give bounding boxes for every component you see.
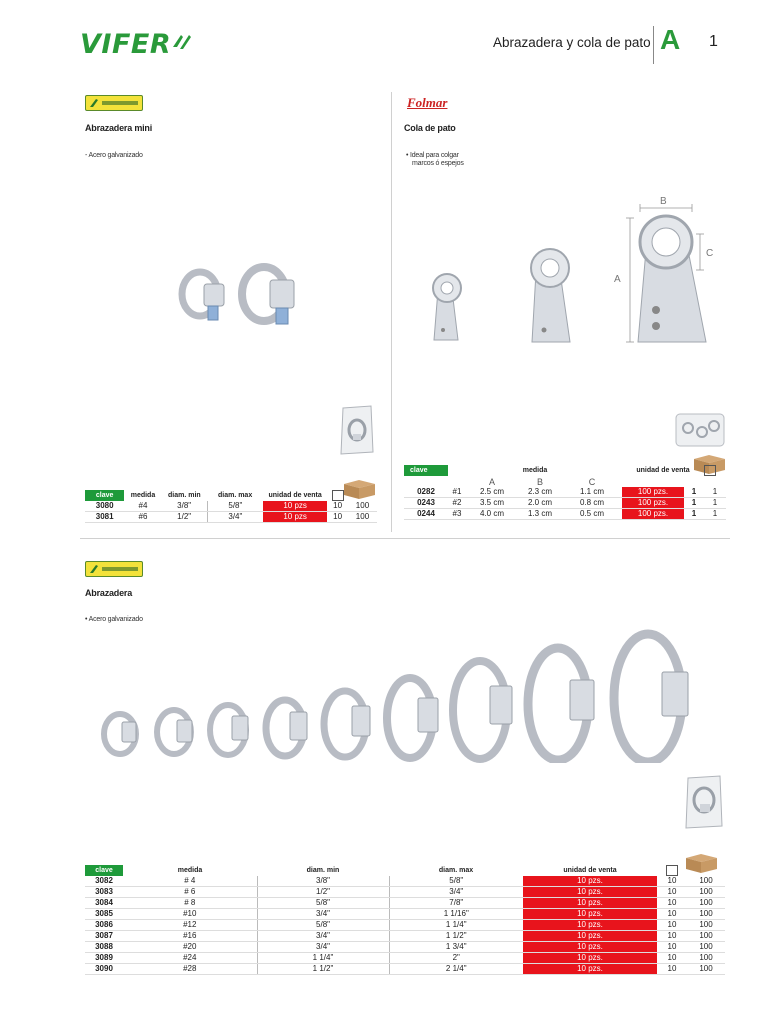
abrazadera-clamps-image — [100, 628, 720, 763]
table-row: 3088 #20 3/4" 1 3/4" 10 pzs. 10 100 — [85, 942, 725, 953]
header-separator — [653, 26, 654, 64]
section-letter: A — [660, 24, 681, 55]
mini-title: Abrazadera mini — [85, 123, 153, 133]
mini-note: - Acero galvanizado — [85, 152, 143, 159]
mini-clamp-small-icon — [182, 272, 224, 320]
package-icon — [666, 865, 678, 876]
package-icon — [704, 465, 716, 476]
table-row: 3082 # 4 3/8" 5/8" 10 pzs. 10 100 — [85, 876, 725, 887]
header-clave: clave — [85, 490, 124, 501]
dimension-c-label: C — [706, 248, 714, 259]
dimension-a-label: A — [614, 274, 621, 285]
logo-mark-icon — [171, 29, 193, 60]
table-row: 0282 #1 2.5 cm 2.3 cm 1.1 cm 100 pzs. 1 1 — [404, 487, 726, 498]
mini-clamp-large-icon — [242, 267, 294, 324]
vertical-divider — [391, 92, 392, 532]
horizontal-divider — [80, 538, 730, 539]
abrazadera-note: • Acero galvanizado — [85, 616, 143, 623]
table-row: 3089 #24 1 1/4" 2" 10 pzs. 10 100 — [85, 953, 725, 964]
cola-table: clave medida unidad de venta A B C 0282 #1 2.5 cm 2.3 cm 1.1 cm 100 pzs. 1 1 0243 #2 3.5 cm 2.0 cm 0.8 cm 100 pzs. 1 1 0244 #3 4.0 cm 1.3 cm 0.5 cm 100 pzs. 1 1 — [404, 465, 726, 520]
mini-table — [85, 490, 377, 523]
table-row: 0243 #2 3.5 cm 2.0 cm 0.8 cm 100 pzs. 1 1 — [404, 498, 726, 509]
cola-bag-image — [674, 412, 726, 448]
cola-de-pato-image — [410, 190, 730, 350]
section-title: Abrazadera y cola de pato — [493, 35, 651, 50]
tools-brand-badge — [85, 561, 143, 577]
table-row: 3087 #16 3/4" 1 1/2" 10 pzs. 10 100 — [85, 931, 725, 942]
mini-clamp-image — [176, 262, 301, 332]
header-diam-max: diam. max — [217, 491, 253, 499]
table-row: 3080 #4 3/8" 5/8" 10 pzs 10 100 — [85, 501, 377, 512]
header-medida: medida — [130, 491, 156, 499]
cola-medium-icon — [531, 249, 570, 342]
cola-large-icon — [638, 216, 706, 342]
table-row: 3083 # 6 1/2" 3/4" 10 pzs. 10 100 — [85, 887, 725, 898]
package-icon — [332, 490, 344, 501]
header-unidad-venta: unidad de venta — [563, 866, 617, 874]
table-row: 0244 #3 4.0 cm 1.3 cm 0.5 cm 100 pzs. 1 1 — [404, 509, 726, 520]
cola-note: • Ideal para colgar marcos ó espejos — [406, 152, 464, 167]
header-diam-max: diam. max — [438, 866, 474, 874]
table-row: 3084 # 8 5/8" 7/8" 10 pzs. 10 100 — [85, 898, 725, 909]
header-clave: clave — [404, 465, 448, 476]
tools-brand-badge — [85, 95, 143, 111]
header-medida: medida — [522, 466, 548, 474]
table-row: 3090 #28 1 1/2" 2 1/4" 10 pzs. 10 100 — [85, 964, 725, 975]
header-unidad-venta: unidad de venta — [636, 466, 690, 474]
brand-name: VIFER — [80, 29, 172, 60]
abrazadera-title: Abrazadera — [85, 588, 133, 598]
mini-bag-image — [339, 404, 375, 456]
abrazadera-bag-image — [684, 774, 724, 830]
folmar-brand-badge: Folmar — [407, 95, 448, 110]
page-number: 1 — [709, 33, 718, 50]
header-diam-min: diam. min — [306, 866, 340, 874]
header-unidad-venta: unidad de venta — [268, 491, 322, 499]
cola-small-icon — [433, 274, 461, 340]
abrazadera-table — [85, 865, 725, 975]
dimension-b-label: B — [660, 196, 667, 207]
table-row: 3081 #6 1/2" 3/4" 10 pzs 10 100 — [85, 512, 377, 523]
header-diam-min: diam. min — [168, 491, 201, 499]
table-row: 3086 #12 5/8" 1 1/4" 10 pzs. 10 100 — [85, 920, 725, 931]
table-row: 3085 #10 3/4" 1 1/16" 10 pzs. 10 100 — [85, 909, 725, 920]
brand-logo — [80, 29, 193, 60]
cola-title: Cola de pato — [404, 123, 456, 133]
header-clave: clave — [85, 865, 123, 876]
header-medida: medida — [177, 866, 203, 874]
